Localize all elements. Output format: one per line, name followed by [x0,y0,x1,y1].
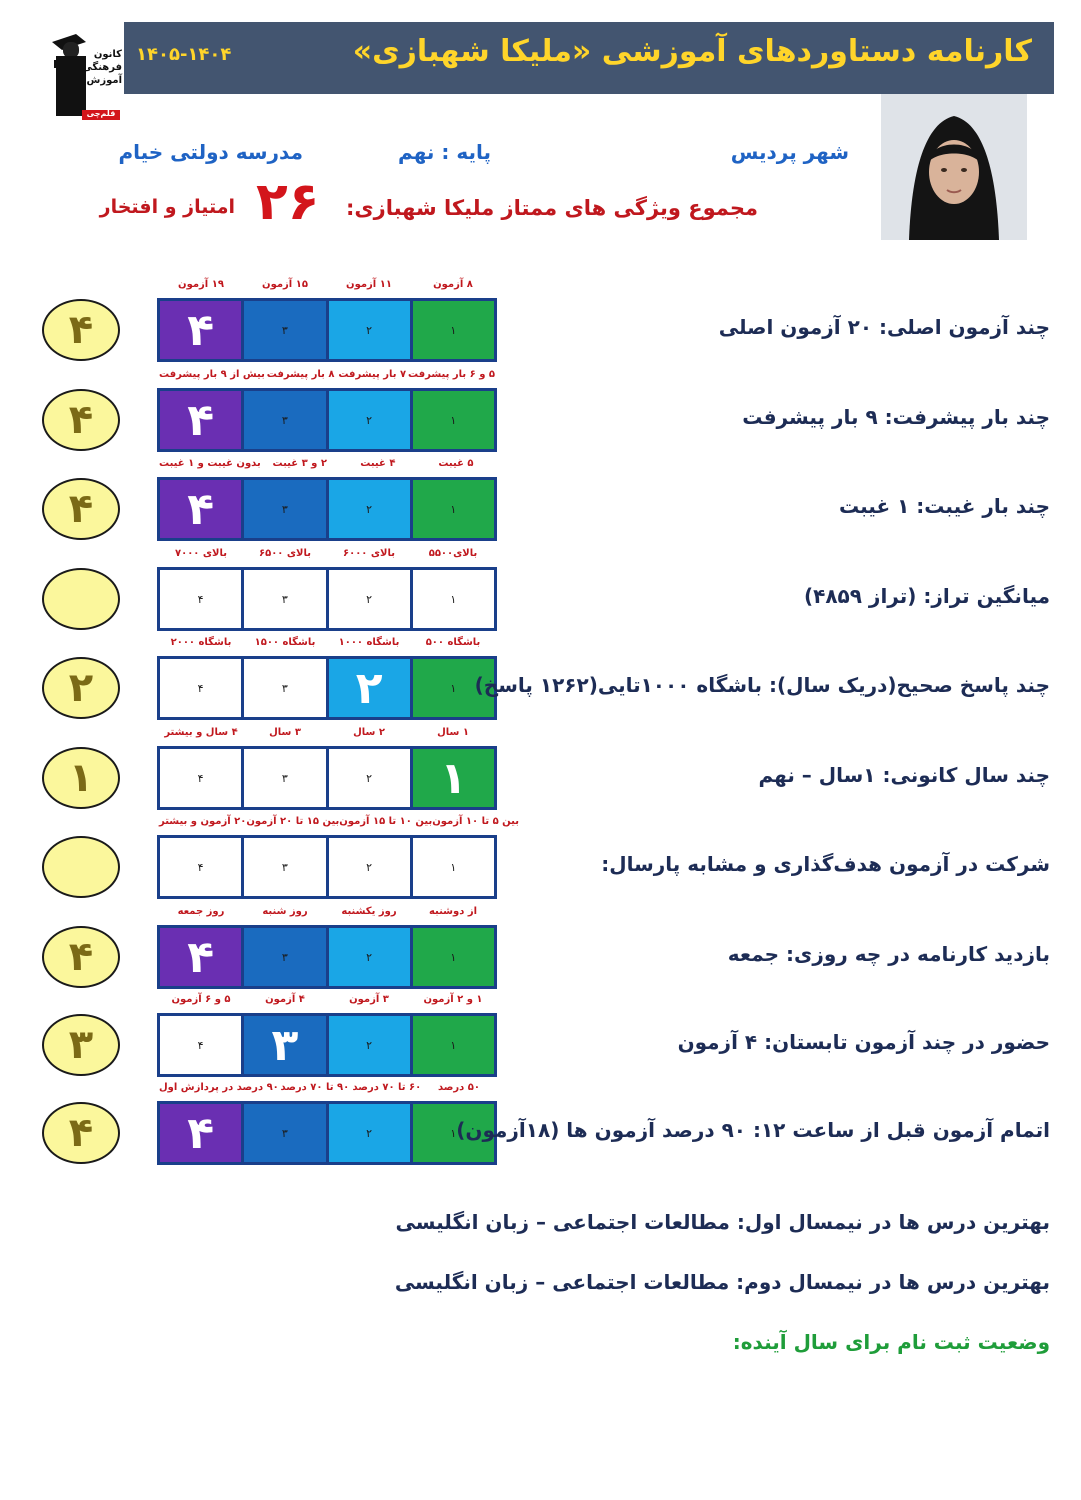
level-header: ۸ بار پیشرفت [266,369,335,380]
student-photo [881,94,1027,240]
level-cell: ۱ [413,301,494,359]
level-cell: ۲ [329,1016,410,1074]
level-header: ۱ و ۲ آزمون [423,994,483,1005]
level-cell: ۴ [160,1016,241,1074]
level-header: ۶۰ تا ۷۰ درصد [352,1082,422,1093]
level-header: ۵۰ درصد [437,1082,480,1093]
level-cell: ۳ [244,391,325,449]
criteria-label: شرکت در آزمون هدف‌گذاری و مشابه پارسال: [601,852,1050,876]
level-cell: ۲ [329,391,410,449]
level-cell: ۲ [329,928,410,986]
level-header: باشگاه ۱۵۰۰ [254,637,316,648]
criteria-label: چند بار پیشرفت: ۹ بار پیشرفت [742,405,1050,429]
report-years: ۱۴۰۵-۱۴۰۴ [136,44,232,65]
level-cell: ۱ [413,1104,494,1162]
level-cell: ۴ [160,659,241,717]
level-header: ۲ و ۳ غیبت [272,458,327,469]
level-header: ۷ بار پیشرفت [338,369,407,380]
level-header: بیش از ۹ بار پیشرفت [159,369,265,380]
level-header: ۲ سال [353,727,385,738]
row-score-badge: ۱ [42,747,120,809]
level-grid [157,746,497,810]
logo-line-2: فرهنگی [82,62,122,73]
level-grid [157,656,497,720]
level-cell: ۴ [160,391,241,449]
level-header: ۹۰ تا ۷۰ درصد [280,1082,350,1093]
level-header: بین ۵ تا ۱۰ آزمون [432,816,520,827]
row-score-badge: ۲ [42,657,120,719]
row-score-badge: ۴ [42,389,120,451]
level-cell: ۱ [413,480,494,538]
level-header: باشگاه ۲۰۰۰ [170,637,232,648]
level-cell: ۲ [329,749,410,807]
level-grid [157,567,497,631]
school-label: مدرسه دولتی خیام [118,140,303,164]
level-cell: ۴ [160,480,241,538]
city-label: شهر پردیس [730,140,849,164]
level-header: بالای ۷۰۰۰ [174,548,228,559]
row-score-badge: ۳ [42,1014,120,1076]
level-header: باشگاه ۱۰۰۰ [338,637,400,648]
row-score-badge [42,568,120,630]
level-grid [157,477,497,541]
criteria-label: میانگین تراز: (تراز ۴۸۵۹) [804,584,1050,608]
criteria-label: چند آزمون اصلی: ۲۰ آزمون اصلی [718,315,1050,339]
level-grid [157,388,497,452]
level-header: ۹۰ درصد در پردازش اول [159,1082,279,1093]
level-cell: ۲ [329,1104,410,1162]
level-cell: ۱ [413,1016,494,1074]
row-score-badge: ۴ [42,1102,120,1164]
level-cell: ۴ [160,749,241,807]
criteria-row-headers [159,906,495,917]
row-score-badge: ۴ [42,299,120,361]
level-header: ۵ و ۶ آزمون [171,994,231,1005]
best-subjects-first: بهترین درس ها در نیمسال اول: مطالعات اجتماعی – زبان انگلیسی [395,1210,1050,1234]
level-cell: ۱ [413,928,494,986]
level-grid [157,925,497,989]
level-header: ۴ سال و بیشتر [164,727,238,738]
criteria-label: اتمام آزمون قبل از ساعت ۱۲: ۹۰ درصد آزمون ها (۱۸آزمون) [456,1118,1050,1142]
criteria-row-headers [159,279,495,290]
level-header: ۵ و ۶ بار پیشرفت [408,369,496,380]
level-cell: ۴ [160,928,241,986]
criteria-label: بازدید کارنامه در چه روزی: جمعه [727,942,1050,966]
level-header: بین ۱۵ تا ۲۰ آزمون [246,816,340,827]
level-header: ۱۹ آزمون [178,279,224,290]
level-grid [157,1013,497,1077]
level-cell: ۲ [329,301,410,359]
criteria-label: چند بار غیبت: ۱ غیبت [838,494,1050,518]
row-score-badge: ۴ [42,478,120,540]
level-header: بین ۱۰ تا ۱۵ آزمون [339,816,433,827]
level-header: باشگاه ۵۰۰ [425,637,481,648]
level-header: ۴ آزمون [265,994,305,1005]
level-cell: ۲ [329,659,410,717]
level-header: ۳ آزمون [349,994,389,1005]
criteria-row-headers [159,637,495,648]
summary-label: مجموع ویژگی های ممتاز ملیکا شهبازی: [345,196,758,220]
criteria-row-headers [159,369,495,380]
criteria-row-headers [159,548,495,559]
level-cell: ۱ [413,659,494,717]
level-cell: ۴ [160,301,241,359]
criteria-row-headers [159,1082,495,1093]
level-header: ۲۰ آزمون و بیشتر [159,816,247,827]
level-header: روز یکشنبه [341,906,397,917]
level-cell: ۳ [244,659,325,717]
logo-line-3: آموزش [86,75,122,86]
criteria-row-headers [159,727,495,738]
grade-label: پایه : نهم [398,140,491,164]
level-grid [157,298,497,362]
best-subjects-second: بهترین درس ها در نیمسال دوم: مطالعات اجتماعی – زبان انگلیسی [394,1270,1050,1294]
level-cell: ۱ [413,570,494,628]
level-cell: ۲ [329,480,410,538]
level-header: ۱۵ آزمون [262,279,308,290]
title-bar [124,22,1054,94]
level-header: بالای ۶۵۰۰ [258,548,312,559]
level-cell: ۱ [413,838,494,896]
level-header: ۱۱ آزمون [346,279,392,290]
logo-line-4: قلم‌چی [86,109,116,118]
level-cell: ۲ [329,570,410,628]
row-score-badge: ۴ [42,926,120,988]
level-cell: ۳ [244,1016,325,1074]
level-cell: ۳ [244,1104,325,1162]
criteria-row-headers [159,458,495,469]
level-cell: ۳ [244,838,325,896]
total-score-label: امتیاز و افتخار [99,196,235,218]
kanoon-logo [46,20,122,124]
logo-line-1: کانون [93,49,122,60]
level-cell: ۱ [413,391,494,449]
registration-status: وضعیت ثبت نام برای سال آینده: [732,1330,1050,1354]
criteria-label: حضور در چند آزمون تابستان: ۴ آزمون [677,1030,1050,1054]
level-cell: ۳ [244,928,325,986]
level-cell: ۴ [160,1104,241,1162]
level-header: بالای۵۵۰۰ [428,548,478,559]
level-cell: ۳ [244,570,325,628]
report-title: کارنامه دستاوردهای آموزشی «ملیکا شهبازی» [352,34,1032,69]
level-header: بدون غیبت و ۱ غیبت [159,458,261,469]
criteria-row-headers [159,994,495,1005]
level-header: روز جمعه [177,906,225,917]
level-cell: ۴ [160,570,241,628]
level-grid [157,1101,497,1165]
level-header: بالای ۶۰۰۰ [342,548,396,559]
level-header: ۱ سال [437,727,469,738]
level-header: روز شنبه [262,906,308,917]
criteria-row-headers [159,816,520,827]
level-cell: ۲ [329,838,410,896]
level-cell: ۴ [160,838,241,896]
criteria-label: چند پاسخ صحیح(دریک سال): باشگاه ۱۰۰۰تایی(۱۲۶۲ پاسخ) [474,673,1050,697]
level-header: ۴ غیبت [360,458,396,469]
level-cell: ۱ [413,749,494,807]
criteria-label: چند سال کانونی: ۱سال – نهم [758,763,1050,787]
total-score: ۲۶ [256,172,320,232]
level-header: ۸ آزمون [433,279,473,290]
level-header: از دوشنبه [428,906,478,917]
row-score-badge [42,836,120,898]
level-cell: ۳ [244,301,325,359]
level-header: ۳ سال [269,727,301,738]
level-grid [157,835,497,899]
level-cell: ۳ [244,480,325,538]
level-header: ۵ غیبت [438,458,474,469]
level-cell: ۳ [244,749,325,807]
